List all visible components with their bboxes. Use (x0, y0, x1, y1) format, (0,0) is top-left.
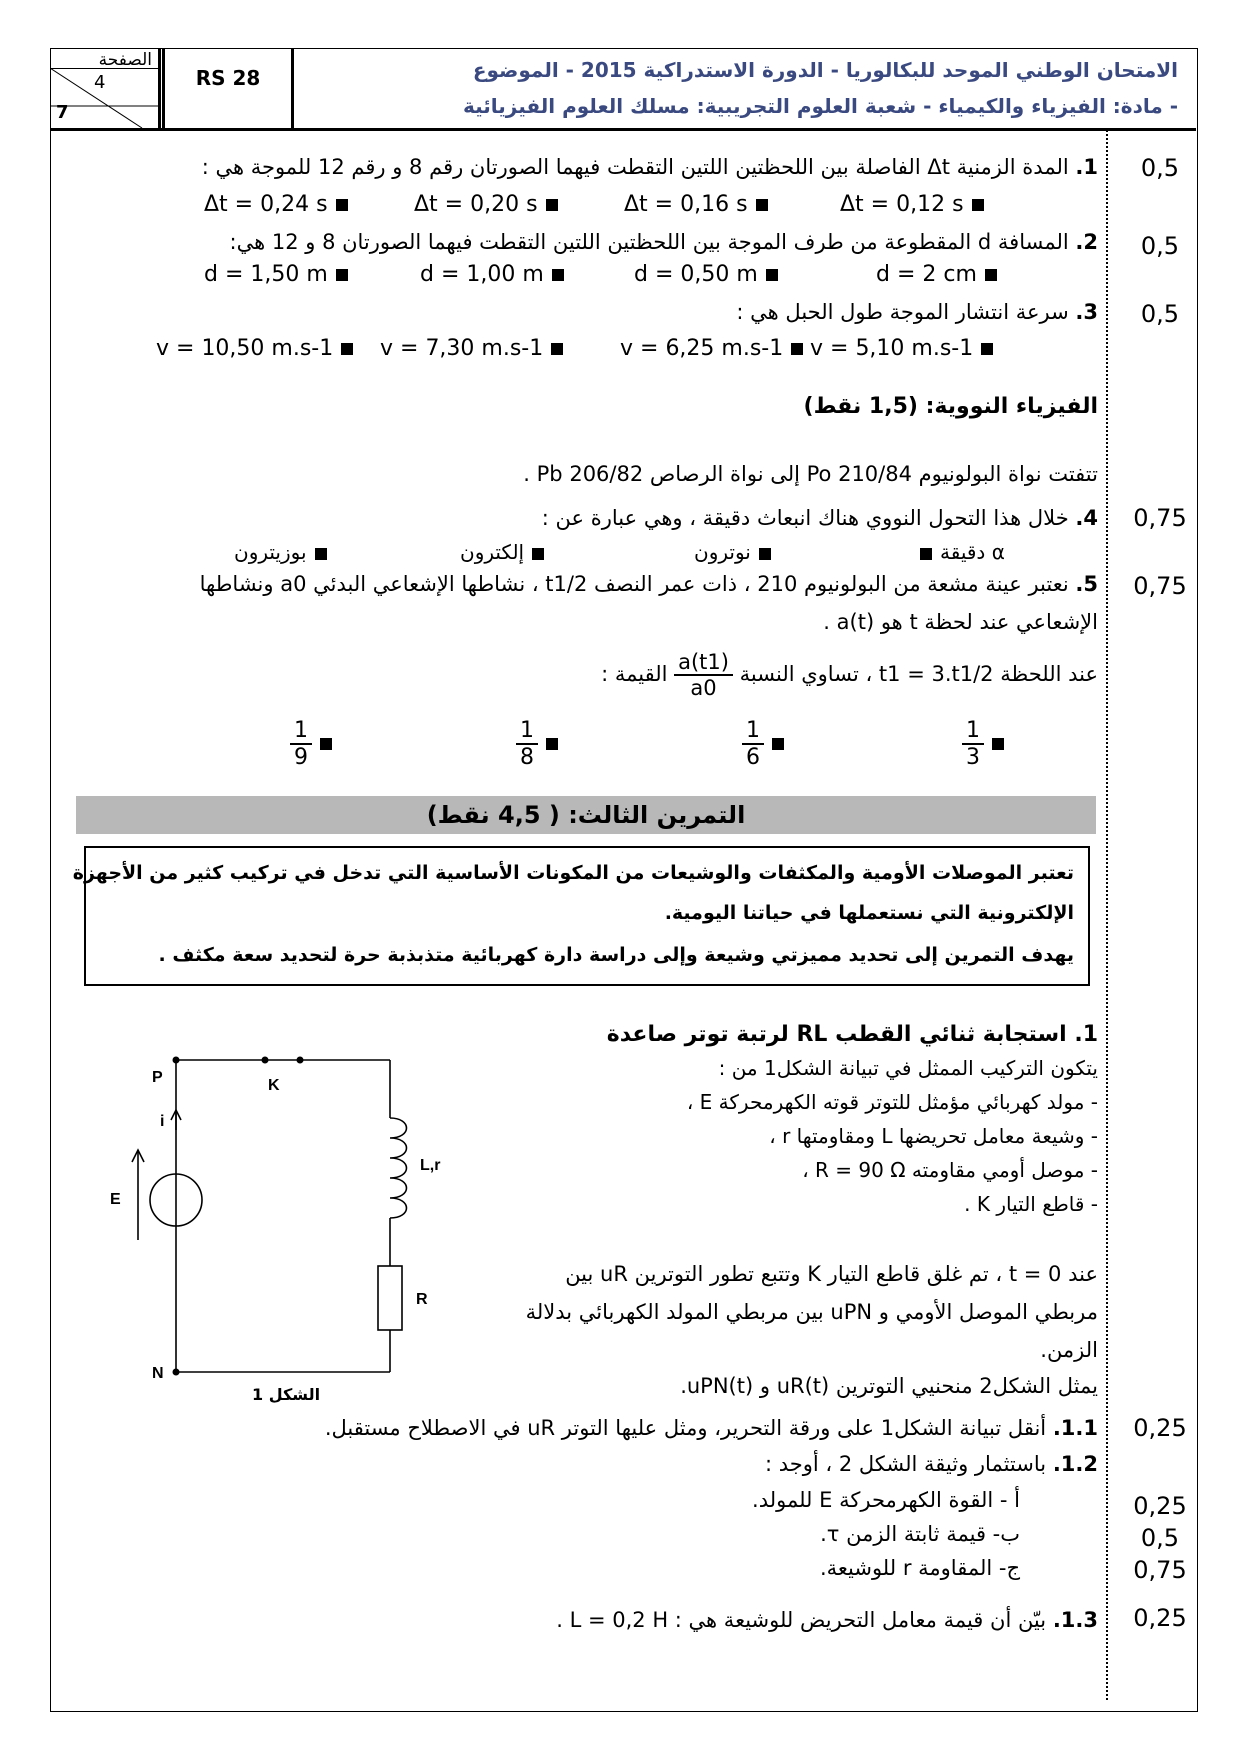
question-1-2: 1.2. باستثمار وثيقة الشكل 2 ، أوجد : (764, 1452, 1098, 1476)
title-line-1: الامتحان الوطني الموحد للبكالوريا - الدورة الاستدراكية 2015 - الموضوع (472, 58, 1178, 82)
figure-caption: الشكل 1 (252, 1385, 321, 1404)
option-c: نوترون (694, 540, 779, 564)
question-3: 3. سرعة انتشار الموجة طول الحبل هي : (736, 300, 1098, 324)
part-1-line-1: يتكون التركيب الممثل في تبيانة الشكل1 من : (718, 1056, 1098, 1080)
page-number: 4 (94, 72, 106, 93)
points-q1-3: 0,25 (1133, 1604, 1187, 1632)
option-c: Δt = 0,16 s (624, 192, 776, 217)
option-d: d = 2 cm (876, 262, 1005, 287)
node-P (173, 1057, 180, 1064)
points-q4: 0,75 (1133, 504, 1187, 532)
part-1-line-2: - مولد كهربائي مؤمثل للتوتر قوته الكهرمحركة E ، (686, 1090, 1098, 1114)
option-b: Δt = 0,20 s (414, 192, 566, 217)
page-label: الصفحة (98, 50, 152, 70)
option-b: $\frac{1}{8}$ (516, 718, 566, 770)
exercise-3-intro (72, 846, 1090, 986)
ratio-fraction: $\frac{a(t1)}{a0}$ (674, 650, 733, 700)
question-1-3: 1.3. بيّن أن قيمة معامل التحريض للوشيعة هي : L = 0,2 H . (556, 1608, 1098, 1632)
circuit-diagram-figure-1 (100, 1040, 460, 1410)
points-q1-2-a: 0,25 (1133, 1492, 1187, 1520)
label-i: i (160, 1113, 165, 1130)
switch-contact-2 (297, 1057, 304, 1064)
points-q2: 0,5 (1140, 232, 1180, 260)
total-pages: 7 (56, 102, 69, 123)
label-Lr: L,r (420, 1157, 441, 1174)
label-K: K (268, 1077, 280, 1094)
exam-header (50, 48, 1196, 131)
intro-line-2: الإلكترونية التي نستعملها في حياتنا اليومية. (664, 902, 1074, 924)
option-c: v = 6,25 m.s-1 (620, 336, 811, 361)
question-1-2-c: ج- المقاومة r للوشيعة. (819, 1556, 1020, 1580)
page-number-box (50, 48, 161, 128)
exam-title (296, 48, 1188, 128)
label-N: N (152, 1365, 164, 1382)
option-a: d = 1,50 m (204, 262, 356, 287)
title-line-2: - مادة: الفيزياء والكيمياء - شعبة العلوم التجريبية: مسلك العلوم الفيزيائية (462, 94, 1178, 118)
question-1-1: 1.1. أنقل تبيانة الشكل1 على ورقة التحرير، ومثل عليها التوتر uR في الاصطلاح مستقبل. (324, 1416, 1098, 1440)
label-P: P (152, 1069, 163, 1086)
part-1-line-4: - موصل أومي مقاومته R = 90 Ω ، (802, 1158, 1098, 1182)
option-b: v = 7,30 m.s-1 (380, 336, 571, 361)
question-1: 1. المدة الزمنية Δt الفاصلة بين اللحظتين اللتين التقطت فيهما الصورتان رقم 8 و رقم 12 للموجة هي : (201, 155, 1098, 179)
points-q5: 0,75 (1133, 572, 1187, 600)
part-1-para-1: عند t = 0 ، تم غلق قاطع التيار K وتتبع تطور التوترين uR بين (565, 1262, 1098, 1286)
question-5-line3: عند اللحظة t1 = 3.t1/2 ، تساوي النسبة $\frac{a(t1)}{a0}$ القيمة : (601, 650, 1098, 700)
option-a: بوزيترون (234, 540, 335, 564)
option-b: إلكترون (460, 540, 552, 564)
question-1-2-a: أ - القوة الكهرمحركة E للمولد. (752, 1488, 1020, 1512)
points-q1: 0,5 (1140, 154, 1180, 182)
inductor-coil (390, 1118, 407, 1218)
question-4: 4. خلال هذا التحول النووي هناك انبعاث دقيقة ، وهي عبارة عن : (541, 506, 1098, 530)
nuclear-intro: تتفتت نواة البولونيوم 210/84 Po إلى نواة الرصاص 206/82 Pb . (523, 462, 1098, 486)
option-d: $\frac{1}{3}$ (962, 718, 1012, 770)
option-d: دقيقة α (912, 540, 1005, 564)
points-column-divider (1106, 130, 1108, 1700)
part-1-line-5: - قاطع التيار K . (964, 1192, 1098, 1216)
intro-line-3: يهدف التمرين إلى تحديد مميزتي وشيعة وإلى دراسة دارة كهربائية متذبذبة حرة لتحديد سعة مكثف . (158, 944, 1074, 966)
option-d: v = 5,10 m.s-1 (810, 336, 1001, 361)
label-R: R (416, 1291, 428, 1308)
part-1-para-2: مربطي الموصل الأومي و uPN بين مربطي المولد الكهربائي بدلالة (525, 1300, 1098, 1324)
option-a: $\frac{1}{9}$ (290, 718, 340, 770)
exam-code: RS 28 (162, 48, 294, 128)
part-1-para-4: يمثل الشكل2 منحنيي التوترين uR(t) و uPN(t). (680, 1374, 1098, 1398)
option-c: $\frac{1}{6}$ (742, 718, 792, 770)
question-2: 2. المسافة d المقطوعة من طرف الموجة بين اللحظتين اللتين التقطت فيهما الصورتان 8 و 12 هي: (229, 230, 1098, 254)
part-1-title: 1. استجابة ثنائي القطب RL لرتبة توتر صاعدة (606, 1022, 1098, 1047)
part-1-para-3: الزمن. (1040, 1338, 1098, 1362)
question-1-2-b: ب- قيمة ثابتة الزمن τ. (820, 1522, 1020, 1546)
option-d: Δt = 0,12 s (840, 192, 992, 217)
option-c: d = 0,50 m (634, 262, 786, 287)
nuclear-heading: الفيزياء النووية: (1,5 نقط) (803, 394, 1098, 419)
node-N (173, 1369, 180, 1376)
question-5-line2: الإشعاعي عند لحظة t هو a(t) . (823, 610, 1098, 634)
option-a: v = 10,50 m.s-1 (156, 336, 361, 361)
option-a: Δt = 0,24 s (204, 192, 356, 217)
switch-contact-1 (262, 1057, 269, 1064)
points-q3: 0,5 (1140, 300, 1180, 328)
points-q1-2-b: 0,5 (1140, 1524, 1180, 1552)
intro-line-1: تعتبر الموصلات الأومية والمكثفات والوشيعات من المكونات الأساسية التي تدخل في تركيب كثير من الأجهزة (72, 862, 1074, 884)
option-b: d = 1,00 m (420, 262, 572, 287)
label-E: E (110, 1191, 121, 1208)
points-q1-1: 0,25 (1133, 1414, 1187, 1442)
points-q1-2-c: 0,75 (1133, 1556, 1187, 1584)
resistor-symbol (378, 1266, 402, 1330)
question-5-line1: 5. نعتبر عينة مشعة من البولونيوم 210 ، ذات عمر النصف t1/2 ، نشاطها الإشعاعي البدئي a0 ونشاطها (199, 572, 1098, 596)
exercise-3-heading: التمرين الثالث: ( 4,5 نقط) (76, 796, 1096, 834)
part-1-line-3: - وشيعة معامل تحريضها L ومقاومتها r ، (769, 1124, 1098, 1148)
